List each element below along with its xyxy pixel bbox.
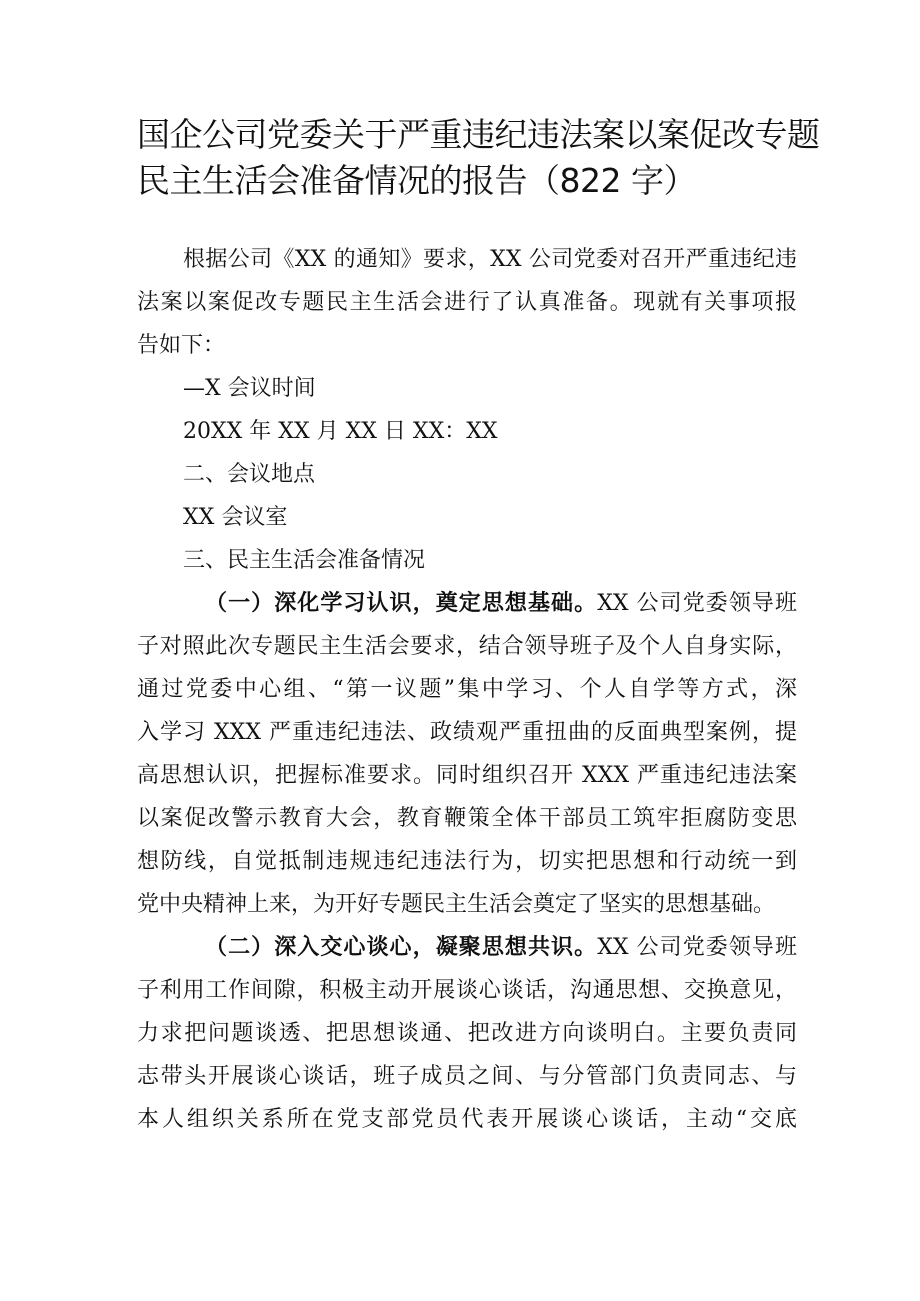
section-1-content: 20XX 年 XX 月 XX 日 XX：XX <box>183 419 498 444</box>
para-2-line: 力求把问题谈透、把思想谈通、把改进方向谈明白。主要负责同 <box>137 1021 797 1046</box>
section-1-heading: —X 会议时间 <box>183 376 316 401</box>
document-body <box>137 238 797 1141</box>
para-1-first-rest: XX 公司党委领导班 <box>597 591 797 616</box>
intro-line-2: 法案以案促改专题民主生活会进行了认真准备。现就有关事项报 <box>137 290 797 315</box>
title-line-2: 民主生活会准备情况的报告（822 字） <box>137 161 696 200</box>
para-1-line: 通过党委中心组、“第一议题”集中学习、个人自学等方式，深 <box>137 677 797 702</box>
para-1-line: 想防线，自觉抵制违规违纪违法行为，切实把思想和行动统一到 <box>137 849 797 874</box>
para-2-line: 本人组织关系所在党支部党员代表开展谈心谈话，主动“交底 <box>137 1107 797 1132</box>
document-title <box>137 112 820 204</box>
para-1-first-line <box>137 582 797 625</box>
para-2-line: 子利用工作间隙，积极主动开展谈心谈话，沟通思想、交换意见， <box>137 978 797 1003</box>
section-2-content: XX 会议室 <box>183 505 288 530</box>
para-1-line: 以案促改警示教育大会，教育鞭策全体干部员工筑牢拒腐防变思 <box>137 806 797 831</box>
para-1-line: 党中央精神上来，为开好专题民主生活会奠定了坚实的思想基础。 <box>137 892 776 917</box>
para-2-bold-lead: （二）深入交心谈心，凝聚思想共识。 <box>205 934 598 960</box>
intro-line-3: 告如下： <box>137 333 226 358</box>
para-2-first-line <box>137 926 797 969</box>
para-2-first-rest: XX 公司党委领导班 <box>597 935 797 960</box>
para-1-line: 高思想认识，把握标准要求。同时组织召开 XXX 严重违纪违法案 <box>137 763 797 788</box>
section-3-heading: 三、民主生活会准备情况 <box>183 548 426 573</box>
title-line-1: 国企公司党委关于严重违纪违法案以案促改专题 <box>137 115 820 154</box>
para-1-line: 入学习 XXX 严重违纪违法、政绩观严重扭曲的反面典型案例，提 <box>137 720 797 745</box>
intro-line-1: 根据公司《XX 的通知》要求，XX 公司党委对召开严重违纪违 <box>183 247 797 272</box>
para-2-line: 志带头开展谈心谈话，班子成员之间、与分管部门负责同志、与 <box>137 1064 797 1089</box>
para-1-line: 子对照此次专题民主生活会要求，结合领导班子及个人自身实际， <box>137 634 797 659</box>
para-1-bold-lead: （一）深化学习认识，奠定思想基础。 <box>205 590 598 616</box>
section-2-heading: 二、会议地点 <box>183 462 316 487</box>
